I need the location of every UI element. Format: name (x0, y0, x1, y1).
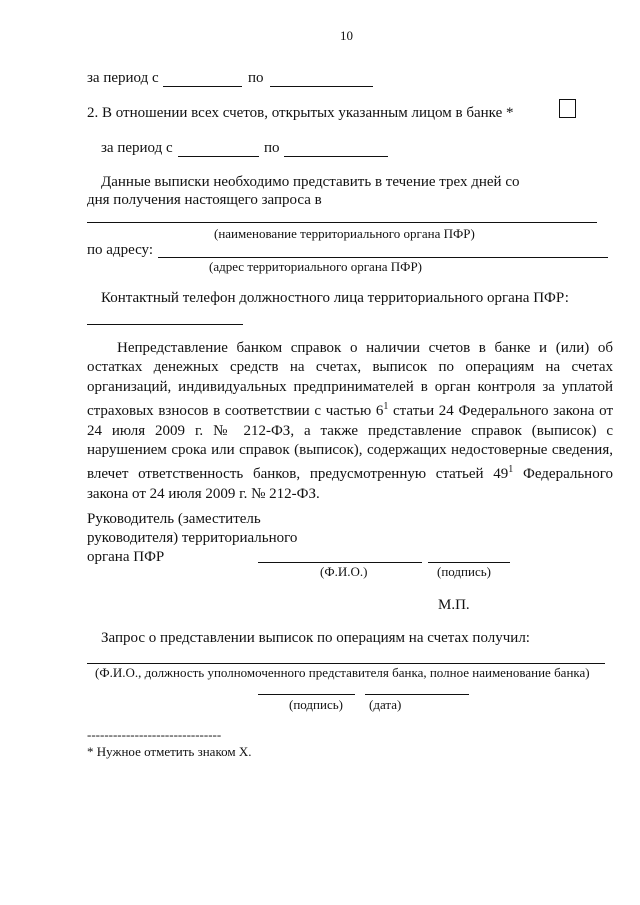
period2-to-field[interactable] (284, 156, 388, 157)
period2-from-field[interactable] (178, 156, 259, 157)
period-from-label: за период с (87, 70, 159, 86)
receipt-signature-field[interactable] (258, 694, 355, 695)
liability-sup1: 1 (383, 401, 389, 413)
receipt-signature-caption: (подпись) (289, 697, 343, 712)
liability-paragraph (87, 339, 613, 504)
bank-representative-caption: (Ф.И.О., должность уполномоченного представителя банка, полное наименование банка) (95, 665, 590, 680)
contact-phone-label: Контактный телефон должностного лица территориального органа ПФР: (101, 290, 569, 306)
period2-to-label: по (264, 140, 280, 156)
liability-text-part1: Непредставление банком справок о наличии счетов в банке и (или) об остатках денежных средств на счетах, выписок по операциям на счетах организаций, индивидуальных предпринимателей в орган контроля за уплатой страховых взносов в соответствии с частью 6 (87, 340, 613, 420)
head-title-line2: руководителя) территориального (87, 530, 298, 546)
pfr-organ-name-field[interactable] (87, 222, 597, 223)
period-from-field[interactable] (163, 86, 242, 87)
liability-sup2: 1 (508, 464, 514, 476)
period2-from-label: за период с (101, 140, 173, 156)
receipt-date-field[interactable] (365, 694, 469, 695)
head-fio-caption: (Ф.И.О.) (320, 564, 368, 579)
all-accounts-checkbox[interactable] (559, 99, 576, 118)
address-field[interactable] (158, 257, 608, 258)
head-fio-field[interactable] (258, 562, 422, 563)
period-to-label: по (248, 70, 264, 86)
stamp-place: М.П. (438, 597, 470, 613)
bank-representative-field[interactable] (87, 663, 605, 664)
head-title-line1: Руководитель (заместитель (87, 511, 261, 527)
page-number: 10 (340, 28, 353, 43)
pfr-organ-name-caption: (наименование территориального органа ПФР) (214, 226, 475, 241)
head-signature-caption: (подпись) (437, 564, 491, 579)
item2-text: 2. В отношении всех счетов, открытых указанным лицом в банке * (87, 105, 514, 121)
deadline-line2: дня получения настоящего запроса в (87, 192, 322, 208)
period-to-field[interactable] (270, 86, 373, 87)
address-caption: (адрес территориального органа ПФР) (209, 259, 423, 274)
contact-phone-field[interactable] (87, 324, 243, 325)
receipt-text: Запрос о представлении выписок по операциям на счетах получил: (101, 630, 530, 646)
footnote-text: * Нужное отметить знаком X. (87, 744, 252, 759)
receipt-date-caption: (дата) (369, 697, 402, 712)
footnote-separator: ------------------------------- (87, 727, 222, 742)
address-label: по адресу: (87, 242, 154, 258)
liability-text-part2: статьи 24 Федерального закона от 24 июля 2009 г. № 212-ФЗ, а также представление справок (выписок) с нарушением срока или справок (выписок), содержащих недостоверные сведения, влечет ответственность банков, предусмотренную статьей 49 (87, 403, 614, 483)
head-signature-field[interactable] (428, 562, 510, 563)
deadline-line1: Данные выписки необходимо представить в течение трех дней со (101, 174, 520, 190)
head-title-line3: органа ПФР (87, 549, 165, 565)
liability-text-part3: Федерального закона от 24 июля 2009 г. № 212-ФЗ. (87, 466, 613, 502)
